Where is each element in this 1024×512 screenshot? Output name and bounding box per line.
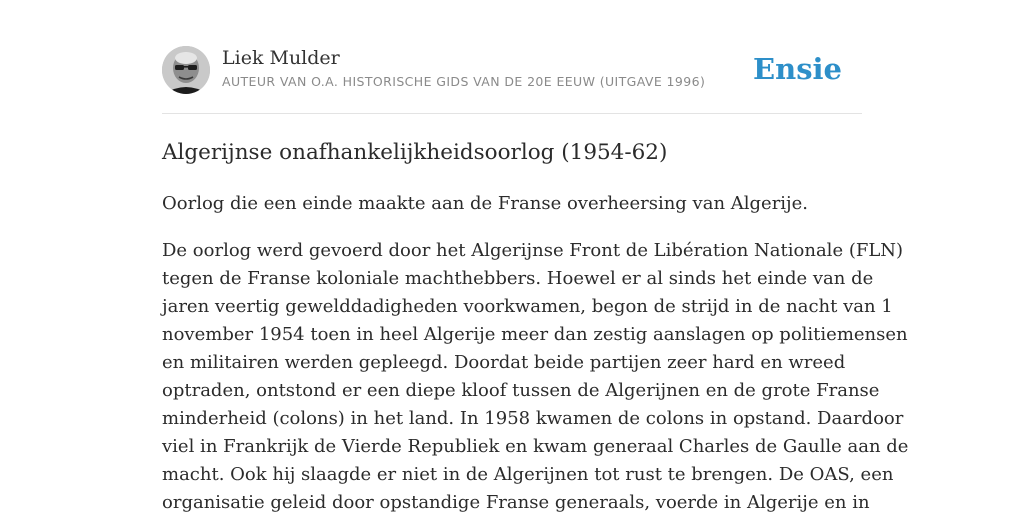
author-portrait-icon	[162, 46, 210, 94]
body-line: en militairen werden gepleegd. Doordat beide partijen zeer hard en wreed	[162, 352, 846, 373]
body-line: november 1954 toen in heel Algerije meer dan zestig aanslagen op politiemensen	[162, 324, 908, 345]
article-title: Algerijnse onafhankelijkheidsoorlog (1954-62)	[162, 140, 668, 165]
body-line: minderheid (colons) in het land. In 1958 kwamen de colons in opstand. Daardoor	[162, 408, 904, 429]
ensie-logo[interactable]: Ensie	[753, 52, 842, 86]
body-line: organisatie geleid door opstandige Franse generaals, voerde in Algerije en in	[162, 492, 870, 512]
body-line: tegen de Franse koloniale machthebbers. Hoewel er al sinds het einde van de	[162, 268, 874, 289]
author-header	[162, 46, 862, 96]
body-line: optraden, ontstond er een diepe kloof tussen de Algerijnen en de grote Franse	[162, 380, 880, 401]
body-line: De oorlog werd gevoerd door het Algerijnse Front de Libération Nationale (FLN)	[162, 240, 904, 261]
article-lead: Oorlog die een einde maakte aan de Franse overheersing van Algerije.	[162, 193, 809, 214]
header-divider	[162, 113, 862, 114]
body-line: viel in Frankrijk de Vierde Republiek en kwam generaal Charles de Gaulle aan de	[162, 436, 909, 457]
author-name[interactable]: Liek Mulder	[222, 47, 340, 69]
author-role: AUTEUR VAN O.A. HISTORISCHE GIDS VAN DE 20E EEUW (UITGAVE 1996)	[222, 74, 706, 89]
body-line: macht. Ook hij slaagde er niet in de Algerijnen tot rust te brengen. De OAS, een	[162, 464, 894, 485]
avatar[interactable]	[162, 46, 210, 94]
body-line: jaren veertig gewelddadigheden voorkwamen, begon de strijd in de nacht van 1	[162, 296, 893, 317]
article-body	[162, 237, 909, 512]
